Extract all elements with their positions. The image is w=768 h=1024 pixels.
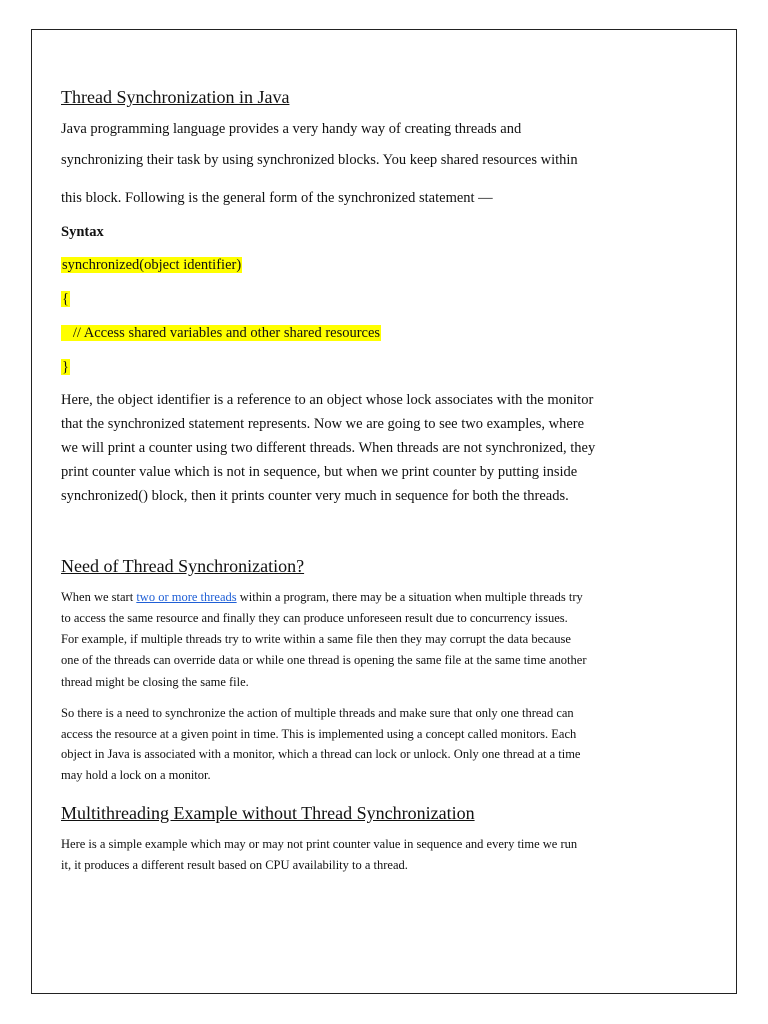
intro-line: this block. Following is the general form of the synchronized statement — <box>61 190 493 206</box>
paragraph-line: we will print a counter using two different threads. When threads are not synchronized, they <box>61 440 596 456</box>
heading-multithreading-example: Multithreading Example without Thread Synchronization <box>61 803 475 823</box>
paragraph-line: synchronized() block, then it prints counter very much in sequence for both the threads. <box>61 488 569 504</box>
intro-line: synchronizing their task by using synchronized blocks. You keep shared resources within <box>61 152 578 168</box>
example-line: Here is a simple example which may or may not print counter value in sequence and every time we run <box>61 837 578 851</box>
need2-line: access the resource at a given point in time. This is implemented using a concept called monitors. Each <box>61 727 577 741</box>
need-line: For example, if multiple threads try to write within a same file then they may corrupt the data because <box>61 632 571 646</box>
syntax-label: Syntax <box>61 224 104 240</box>
two-or-more-threads-link[interactable]: two or more threads <box>136 590 237 604</box>
paragraph-line: print counter value which is not in sequence, but when we print counter by putting inside <box>61 464 578 480</box>
heading-need-of-synchronization: Need of Thread Synchronization? <box>61 556 305 576</box>
paragraph-line: Here, the object identifier is a reference to an object whose lock associates with the monitor <box>61 392 594 408</box>
code-text: // Access shared variables and other shared resources <box>62 325 381 341</box>
code-line <box>61 359 70 376</box>
code-text: { <box>62 291 69 307</box>
intro-line: Java programming language provides a very handy way of creating threads and <box>61 121 522 137</box>
need-line: thread might be closing the same file. <box>61 675 249 689</box>
need2-line: may hold a lock on a monitor. <box>61 768 211 782</box>
need-line: to access the same resource and finally they can produce unforeseen result due to concurrency issues. <box>61 611 568 625</box>
need2-line: object in Java is associated with a monitor, which a thread can lock or unlock. Only one thread at a time <box>61 747 581 761</box>
need-text: within a program, there may be a situation when multiple threads try <box>236 590 583 604</box>
example-line: it, it produces a different result based on CPU availability to a thread. <box>61 858 408 872</box>
code-line <box>61 325 381 342</box>
need2-line: So there is a need to synchronize the action of multiple threads and make sure that only one thread can <box>61 706 574 720</box>
code-line <box>61 291 70 308</box>
code-text: synchronized(object identifier) <box>62 257 242 273</box>
need-line: one of the threads can override data or while one thread is opening the same file at the same time another <box>61 653 587 667</box>
paragraph-line: that the synchronized statement represents. Now we are going to see two examples, where <box>61 416 585 432</box>
need-line <box>61 590 583 605</box>
code-line <box>61 257 242 274</box>
code-text: } <box>62 359 69 375</box>
heading-thread-synchronization: Thread Synchronization in Java <box>61 87 290 107</box>
need-text: When we start <box>61 590 137 604</box>
